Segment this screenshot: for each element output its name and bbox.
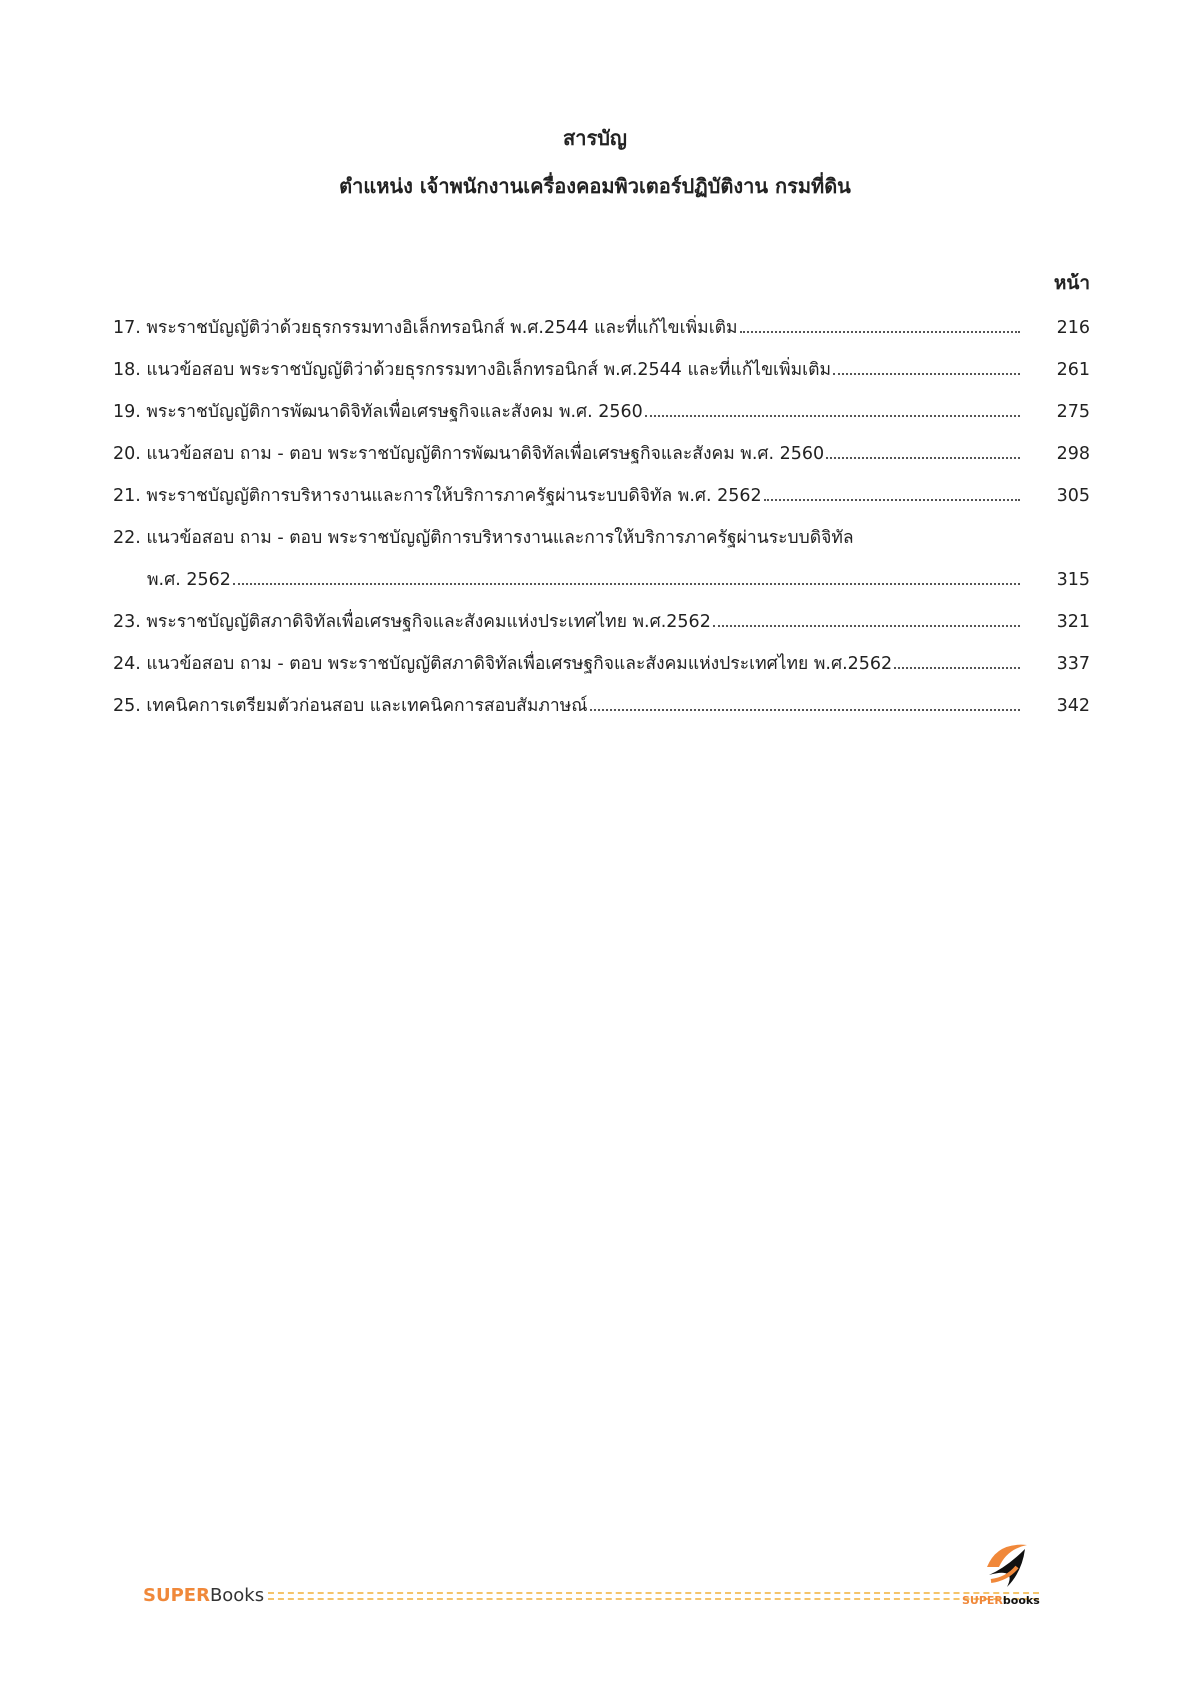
toc-entry-page: 321 bbox=[1056, 612, 1090, 632]
toc-entry-title: 17. พระราชบัญญัติว่าด้วยธุรกรรมทางอิเล็กทรอนิกส์ พ.ศ.2544 และที่แก้ไขเพิ่มเติม bbox=[113, 318, 738, 338]
toc-entry[interactable] bbox=[113, 523, 1090, 565]
toc-entry-title: 20. แนวข้อสอบ ถาม - ตอบ พระราชบัญญัติการพัฒนาดิจิทัลเพื่อเศรษฐกิจและสังคม พ.ศ. 2560 bbox=[113, 444, 825, 464]
toc-entry-title: พ.ศ. 2562 bbox=[147, 570, 231, 590]
page-subtitle: ตำแหน่ง เจ้าพนักงานเครื่องคอมพิวเตอร์ปฏิบัติงาน กรมที่ดิน bbox=[339, 174, 851, 198]
toc-entry[interactable] bbox=[113, 691, 1090, 733]
leader-dots bbox=[590, 695, 1020, 711]
toc-entry-title: 22. แนวข้อสอบ ถาม - ตอบ พระราชบัญญัติการบริหารงานและการให้บริการภาครัฐผ่านระบบดิจิทัล bbox=[113, 528, 854, 548]
toc-entry-title: 18. แนวข้อสอบ พระราชบัญญัติว่าด้วยธุรกรรมทางอิเล็กทรอนิกส์ พ.ศ.2544 และที่แก้ไขเพิ่มเติม bbox=[113, 360, 831, 380]
toc-entry-page: 342 bbox=[1056, 696, 1090, 716]
leader-dots bbox=[764, 485, 1020, 501]
toc-entry[interactable] bbox=[113, 481, 1090, 523]
toc-entry[interactable] bbox=[113, 607, 1090, 649]
footer-brand-books: Books bbox=[209, 1585, 265, 1606]
toc-entry[interactable] bbox=[113, 355, 1090, 397]
logo-books: books bbox=[1002, 1594, 1040, 1607]
superbooks-logo bbox=[962, 1537, 1047, 1607]
leader-dots bbox=[233, 569, 1020, 585]
toc-entry-page: 261 bbox=[1056, 360, 1090, 380]
toc-entry-page: 298 bbox=[1056, 444, 1090, 464]
toc-entry[interactable] bbox=[113, 649, 1090, 691]
logo-swoosh-icon bbox=[977, 1537, 1037, 1592]
toc-entry-title: 24. แนวข้อสอบ ถาม - ตอบ พระราชบัญญัติสภาดิจิทัลเพื่อเศรษฐกิจและสังคมแห่งประเทศไทย พ.ศ.2562 bbox=[113, 654, 893, 674]
page-title: สารบัญ bbox=[563, 126, 627, 150]
leader-dots bbox=[713, 611, 1020, 627]
toc-entry-page: 275 bbox=[1056, 402, 1090, 422]
footer-brand-super: SUPER bbox=[143, 1585, 210, 1606]
page-column-label: หน้า bbox=[1053, 272, 1090, 294]
toc-entry-page: 216 bbox=[1056, 318, 1090, 338]
toc-entry-title: 21. พระราชบัญญัติการบริหารงานและการให้บริการภาครัฐผ่านระบบดิจิทัล พ.ศ. 2562 bbox=[113, 486, 762, 506]
leader-dots bbox=[833, 359, 1020, 375]
logo-super: SUPER bbox=[962, 1594, 1003, 1607]
leader-dots bbox=[894, 653, 1020, 669]
toc-entry[interactable] bbox=[113, 397, 1090, 439]
toc-entry-title: 19. พระราชบัญญัติการพัฒนาดิจิทัลเพื่อเศรษฐกิจและสังคม พ.ศ. 2560 bbox=[113, 402, 643, 422]
table-of-contents bbox=[113, 313, 1090, 733]
toc-entry-title: 23. พระราชบัญญัติสภาดิจิทัลเพื่อเศรษฐกิจและสังคมแห่งประเทศไทย พ.ศ.2562 bbox=[113, 612, 711, 632]
leader-dots bbox=[826, 443, 1020, 459]
toc-entry-continuation[interactable] bbox=[113, 565, 1090, 607]
leader-dots bbox=[645, 401, 1020, 417]
toc-entry-title: 25. เทคนิคการเตรียมตัวก่อนสอบ และเทคนิคการสอบสัมภาษณ์ bbox=[113, 696, 588, 716]
toc-entry-page: 315 bbox=[1056, 570, 1090, 590]
toc-entry-page: 305 bbox=[1056, 486, 1090, 506]
toc-entry[interactable] bbox=[113, 313, 1090, 355]
toc-entry[interactable] bbox=[113, 439, 1090, 481]
leader-dots bbox=[740, 317, 1020, 333]
footer bbox=[143, 1585, 1043, 1606]
footer-rule bbox=[268, 1592, 1039, 1600]
toc-entry-page: 337 bbox=[1056, 654, 1090, 674]
